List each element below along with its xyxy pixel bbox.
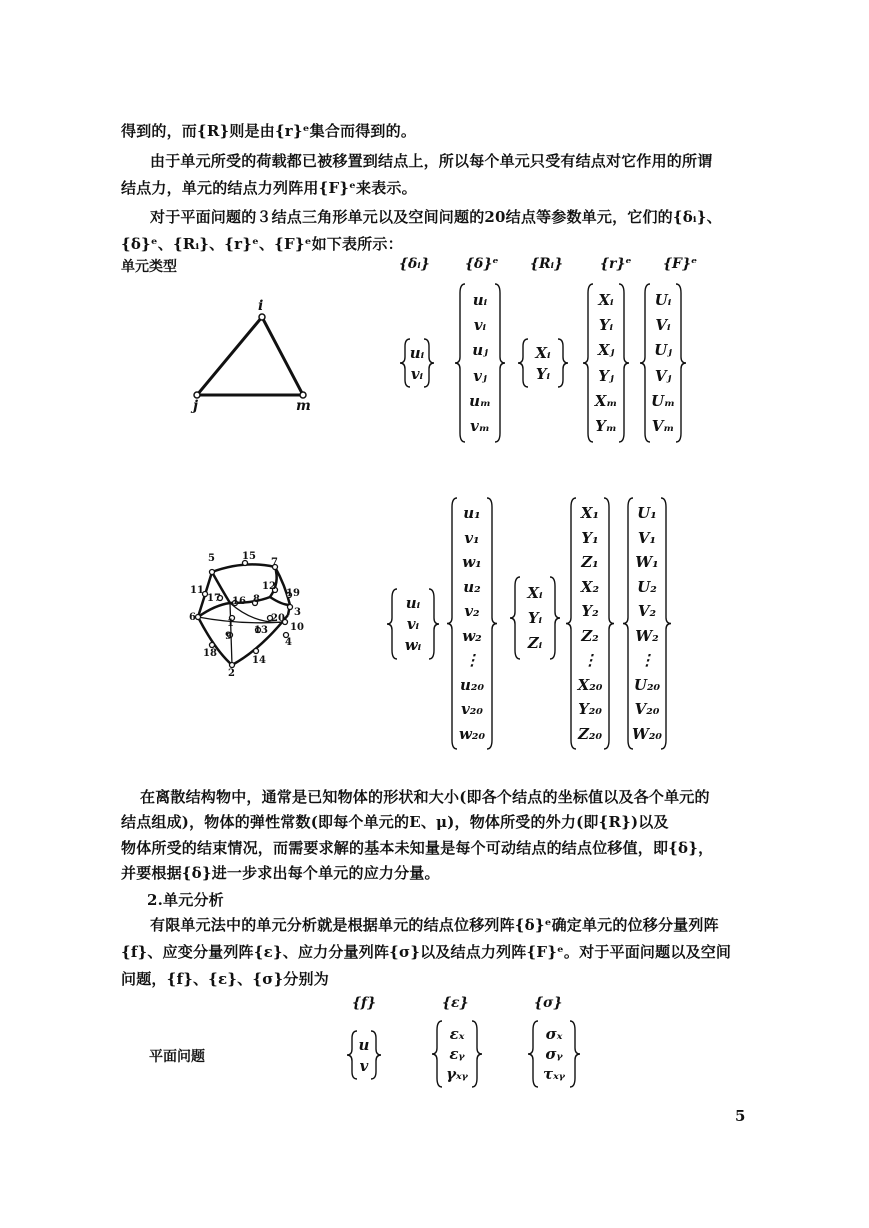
node-label-12: 12 xyxy=(262,581,276,592)
matrix-entry: Yₘ xyxy=(595,417,617,436)
matrix-entry: Uⱼ xyxy=(654,341,672,360)
matrix-entry: σᵧ xyxy=(545,1045,563,1063)
node-label-15: 15 xyxy=(242,551,256,562)
node-label-16: 16 xyxy=(232,596,246,607)
matrix-entry: u₁ xyxy=(463,504,481,523)
matrix-entry: ⋮ xyxy=(639,651,655,670)
matrix-entry: uᵢ xyxy=(472,290,488,309)
node-label-8: 8 xyxy=(253,594,260,605)
matrix-entry: Yᵢ xyxy=(598,316,614,334)
matrix-entry: v₂ xyxy=(464,602,480,621)
matrix-f xyxy=(347,1030,381,1080)
matrix-entry: Uₘ xyxy=(650,392,675,410)
matrix-entry: vⱼ xyxy=(473,366,487,385)
matrix-entry: Vᵢ xyxy=(655,316,671,334)
matrix-entry: vᵢ xyxy=(473,316,487,334)
node-label-19: 19 xyxy=(286,588,300,599)
matrix-brick-delta-e xyxy=(447,497,497,750)
matrix-entry: V₂₀ xyxy=(634,700,660,719)
node-label-20: 20 xyxy=(271,613,285,624)
header-epsilon: {ε} xyxy=(442,995,469,1011)
matrix-entry: U₁ xyxy=(637,504,657,523)
matrix-entry: Yᵢ xyxy=(527,609,543,627)
matrix-entry: Z₁ xyxy=(581,553,599,572)
matrix-entry: Yᵢ xyxy=(535,364,551,383)
matrix-entry: v₁ xyxy=(464,528,480,547)
matrix-entry: u₂ xyxy=(463,577,481,596)
matrix-entry: σₓ xyxy=(545,1025,563,1043)
node-label-11: 11 xyxy=(190,585,204,596)
text-line-3: 结点力，单元的结点力列阵用{F}ᵉ来表示。 xyxy=(121,179,417,197)
body-para-line-2: 结点组成)，物体的弹性常数(即每个单元的E、μ)，物体所受的外力(即{R})以及 xyxy=(121,813,669,831)
matrix-entry: Xᵢ xyxy=(535,343,551,362)
body-para-line-1: 在离散结构物中，通常是已知物体的形状和大小(即各个结点的坐标值以及各个单元的 xyxy=(140,788,710,806)
matrix-entry: vᵢ xyxy=(406,615,420,633)
matrix-entry: w₂₀ xyxy=(458,724,486,743)
body-para-line-4: 并要根据{δ}进一步求出每个单元的应力分量。 xyxy=(121,864,440,882)
matrix-entry: Vⱼ xyxy=(654,366,672,385)
node-label-9: 9 xyxy=(225,631,232,642)
text-line-2: 由于单元所受的荷载都已被移置到结点上，所以每个单元只受有结点对它作用的所谓 xyxy=(150,152,713,170)
node-label-1: 1 xyxy=(227,618,234,629)
header-R-i: {Rᵢ} xyxy=(530,256,563,272)
node-label-13: 13 xyxy=(254,625,268,636)
text-line-1: 得到的，而{R}则是由{r}ᵉ集合而得到的。 xyxy=(121,122,417,140)
section-heading: 2.单元分析 xyxy=(147,891,224,909)
matrix-sigma xyxy=(528,1020,580,1088)
node-label-j: j xyxy=(193,398,199,414)
matrix-entry: V₂ xyxy=(637,602,657,621)
matrix-entry: Y₂₀ xyxy=(578,700,602,719)
analysis-line-2: {f}、应变分量列阵{ε}、应力分量列阵{σ}以及结点力列阵{F}ᵉ。对于平面问题以及空间 xyxy=(121,943,732,961)
matrix-brick-F-e xyxy=(623,497,671,750)
matrix-entry: εₓ xyxy=(449,1025,465,1043)
matrix-entry: εᵧ xyxy=(449,1045,465,1063)
matrix-entry: Yⱼ xyxy=(598,366,614,385)
matrix-entry: ⋮ xyxy=(464,651,480,670)
node-label-m: m xyxy=(296,398,311,414)
node-label-6: 6 xyxy=(189,612,196,623)
header-sigma: {σ} xyxy=(534,995,563,1011)
analysis-line-3: 问题，{f}、{ε}、{σ}分别为 xyxy=(121,970,329,988)
matrix-entry: Y₁ xyxy=(581,528,599,547)
matrix-entry: Xⱼ xyxy=(597,341,615,360)
analysis-line-1: 有限单元法中的单元分析就是根据单元的结点位移列阵{δ}ᵉ确定单元的位移分量列阵 xyxy=(150,916,719,934)
node-label-4: 4 xyxy=(285,637,292,648)
matrix-entry: Uᵢ xyxy=(654,290,672,309)
header-F-e: {F}ᵉ xyxy=(663,256,698,272)
matrix-entry: wᵢ xyxy=(404,636,422,655)
matrix-entry: Xₘ xyxy=(594,392,618,410)
node-label-2: 2 xyxy=(228,668,235,679)
matrix-entry: U₂₀ xyxy=(633,675,661,694)
text-line-5: {δ}ᵉ、{Rᵢ}、{r}ᵉ、{F}ᵉ如下表所示： xyxy=(121,235,403,253)
matrix-entry: Vₘ xyxy=(651,417,675,436)
header-delta-i: {δᵢ} xyxy=(399,256,430,272)
matrix-entry: uⱼ xyxy=(472,341,488,360)
matrix-entry: X₂₀ xyxy=(577,675,603,694)
page-number: 5 xyxy=(735,1107,746,1125)
matrix-entry: uₘ xyxy=(469,392,491,410)
matrix-entry: X₁ xyxy=(580,504,600,523)
matrix-entry: W₂₀ xyxy=(632,724,662,743)
header-f: {f} xyxy=(352,995,377,1011)
plane-problem-label: 平面问题 xyxy=(149,1049,205,1065)
node-label-17: 17 xyxy=(207,593,221,604)
matrix-entry: U₂ xyxy=(637,577,657,596)
matrix-entry: γₓᵧ xyxy=(446,1065,468,1083)
node-label-10: 10 xyxy=(290,622,304,633)
matrix-entry: W₁ xyxy=(635,553,659,572)
matrix-entry: u xyxy=(358,1035,370,1054)
node-label-18: 18 xyxy=(203,648,217,659)
matrix-entry: Zᵢ xyxy=(527,634,543,653)
matrix-entry: ⋮ xyxy=(582,651,598,670)
matrix-entry: Z₂ xyxy=(581,626,599,645)
matrix-entry: Z₂₀ xyxy=(577,724,603,743)
header-delta-e: {δ}ᵉ xyxy=(465,256,499,272)
matrix-entry: uᵢ xyxy=(409,343,425,362)
matrix-entry: W₂ xyxy=(635,626,659,645)
matrix-entry: τₓᵧ xyxy=(543,1065,565,1083)
matrix-entry: V₁ xyxy=(637,528,657,547)
matrix-entry: uᵢ xyxy=(405,593,421,612)
matrix-brick-r-e xyxy=(566,497,614,750)
matrix-entry: vᵢ xyxy=(410,364,424,383)
node-label-5: 5 xyxy=(208,553,215,564)
matrix-entry: vₘ xyxy=(470,417,490,436)
node-label-14: 14 xyxy=(252,655,266,666)
header-r-e: {r}ᵉ xyxy=(600,256,632,272)
matrix-entry: u₂₀ xyxy=(459,675,485,694)
matrix-entry: v xyxy=(359,1056,369,1075)
body-para-line-3: 物体所受的结束情况，而需要求解的基本未知量是每个可动结点的结点位移值，即{δ}， xyxy=(121,839,714,857)
text-line-4: 对于平面问题的３结点三角形单元以及空间问题的20结点等参数单元，它们的{δᵢ}、 xyxy=(150,208,722,226)
matrix-entry: Xᵢ xyxy=(527,583,543,602)
matrix-entry: w₁ xyxy=(462,553,482,572)
matrix-brick-R-i xyxy=(510,576,560,660)
matrix-entry: Y₂ xyxy=(581,602,599,621)
matrix-entry: X₂ xyxy=(580,577,600,596)
matrix-entry: w₂ xyxy=(462,626,482,645)
node-label-3: 3 xyxy=(294,607,301,618)
node-label-7: 7 xyxy=(271,557,278,568)
element-type-label: 单元类型 xyxy=(121,259,177,275)
matrix-entry: Xᵢ xyxy=(598,290,614,309)
matrix-brick-delta-i xyxy=(387,588,439,660)
matrix-epsilon xyxy=(432,1020,482,1088)
node-label-i: i xyxy=(258,298,264,314)
matrix-entry: v₂₀ xyxy=(461,700,483,719)
